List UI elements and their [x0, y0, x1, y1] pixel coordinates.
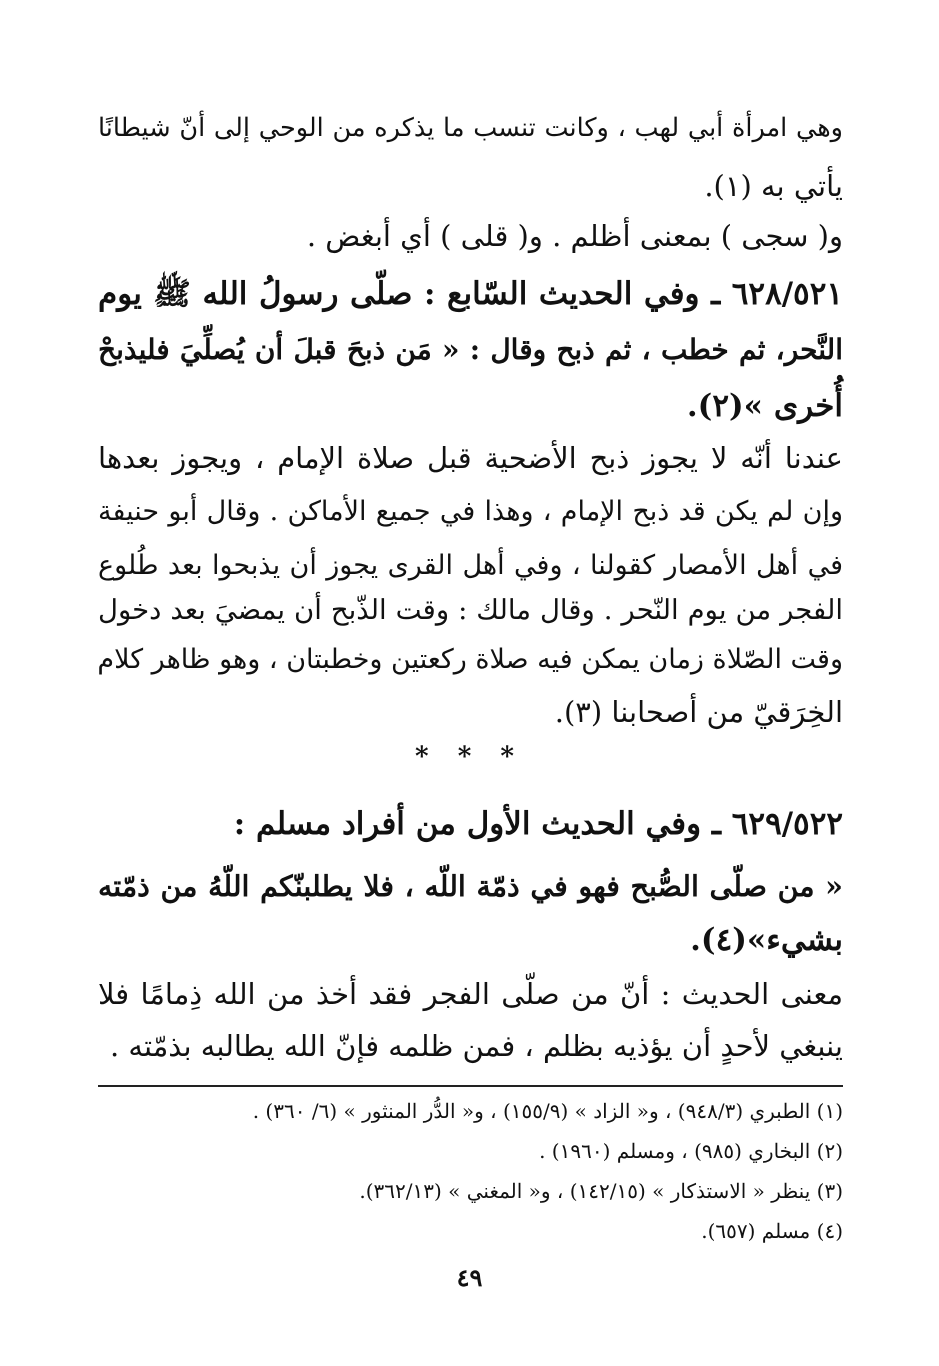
- section-separator: * * *: [415, 742, 524, 772]
- commentary-line-4: الفجر من يوم النّحر . وقال مالك : وقت الذّبح أن يمضيَ بعد دخول: [98, 594, 843, 626]
- body-line-2: يأتي به (١).: [704, 169, 843, 203]
- hadith-text-line-2: أُخرى »(٢).: [686, 388, 843, 424]
- footnote-divider: [98, 1085, 843, 1087]
- hadith-text-line-3: « من صلّى الصُّبح فهو في ذمّة اللّه ، فلا يطلبنّكم اللّهُ من ذمّته: [98, 869, 843, 903]
- page-number: ٤٩: [456, 1263, 483, 1292]
- hadith-text-line-4: بشيء»(٤).: [690, 922, 843, 958]
- footnote-1: (١) الطبري (٩٤٨/٣) ، و« الزاد » (١٥٥/٩) ، و« الدُّر المنثور » (٦/ ٣٦٠) .: [252, 1099, 843, 1123]
- hadith-heading-522: ٦٢٩/٥٢٢ ـ وفي الحديث الأول من أفراد مسلم :: [233, 806, 843, 842]
- body-line-1: وهي امرأة أبي لهب ، وكانت تنسب ما يذكره من الوحي إلى أنّ شيطانًا: [98, 113, 843, 143]
- commentary-line-6: الخِرَقيّ من أصحابنا (٣).: [554, 695, 843, 729]
- footnote-2: (٢) البخاري (٩٨٥) ، ومسلم (١٩٦٠) .: [539, 1139, 843, 1163]
- commentary-line-3: في أهل الأمصار كقولنا ، وفي أهل القرى يجوز أن يذبحوا بعد طُلوع: [98, 550, 843, 581]
- hadith-text-line-1: النَّحر، ثم خطب ، ثم ذبح وقال : « مَن ذبحَ قبلَ أن يُصلِّيَ فليذبحْ: [98, 333, 843, 366]
- meaning-line-1: معنى الحديث : أنّ من صلّى الفجر فقد أخذ من الله ذِمامًا فلا: [98, 977, 843, 1011]
- commentary-line-1: عندنا أنّه لا يجوز ذبح الأضحية قبل صلاة الإمام ، ويجوز بعدها: [98, 441, 843, 475]
- footnote-4: (٤) مسلم (٦٥٧).: [701, 1219, 843, 1243]
- footnote-3: (٣) ينظر « الاستذكار » (١٤٢/١٥) ، و« المغني » (٣٦٢/١٣).: [359, 1179, 843, 1203]
- body-line-3: و( سجى ) بمعنى أظلم . و( قلى ) أي أبغض .: [306, 219, 843, 253]
- commentary-line-2: وإن لم يكن قد ذبح الإمام ، وهذا في جميع الأماكن . وقال أبو حنيفة: [98, 496, 843, 527]
- hadith-heading-521: ٦٢٨/٥٢١ ـ وفي الحديث السّابع : صلّى رسولُ الله ﷺ يوم: [98, 276, 843, 312]
- commentary-line-5: وقت الصّلاة زمان يمكن فيه صلاة ركعتين وخطبتان ، وهو ظاهر كلام: [97, 644, 843, 675]
- meaning-line-2: ينبغي لأحدٍ أن يؤذيه بظلم ، فمن ظلمه فإنّ الله يطالبه بذمّته .: [109, 1029, 843, 1063]
